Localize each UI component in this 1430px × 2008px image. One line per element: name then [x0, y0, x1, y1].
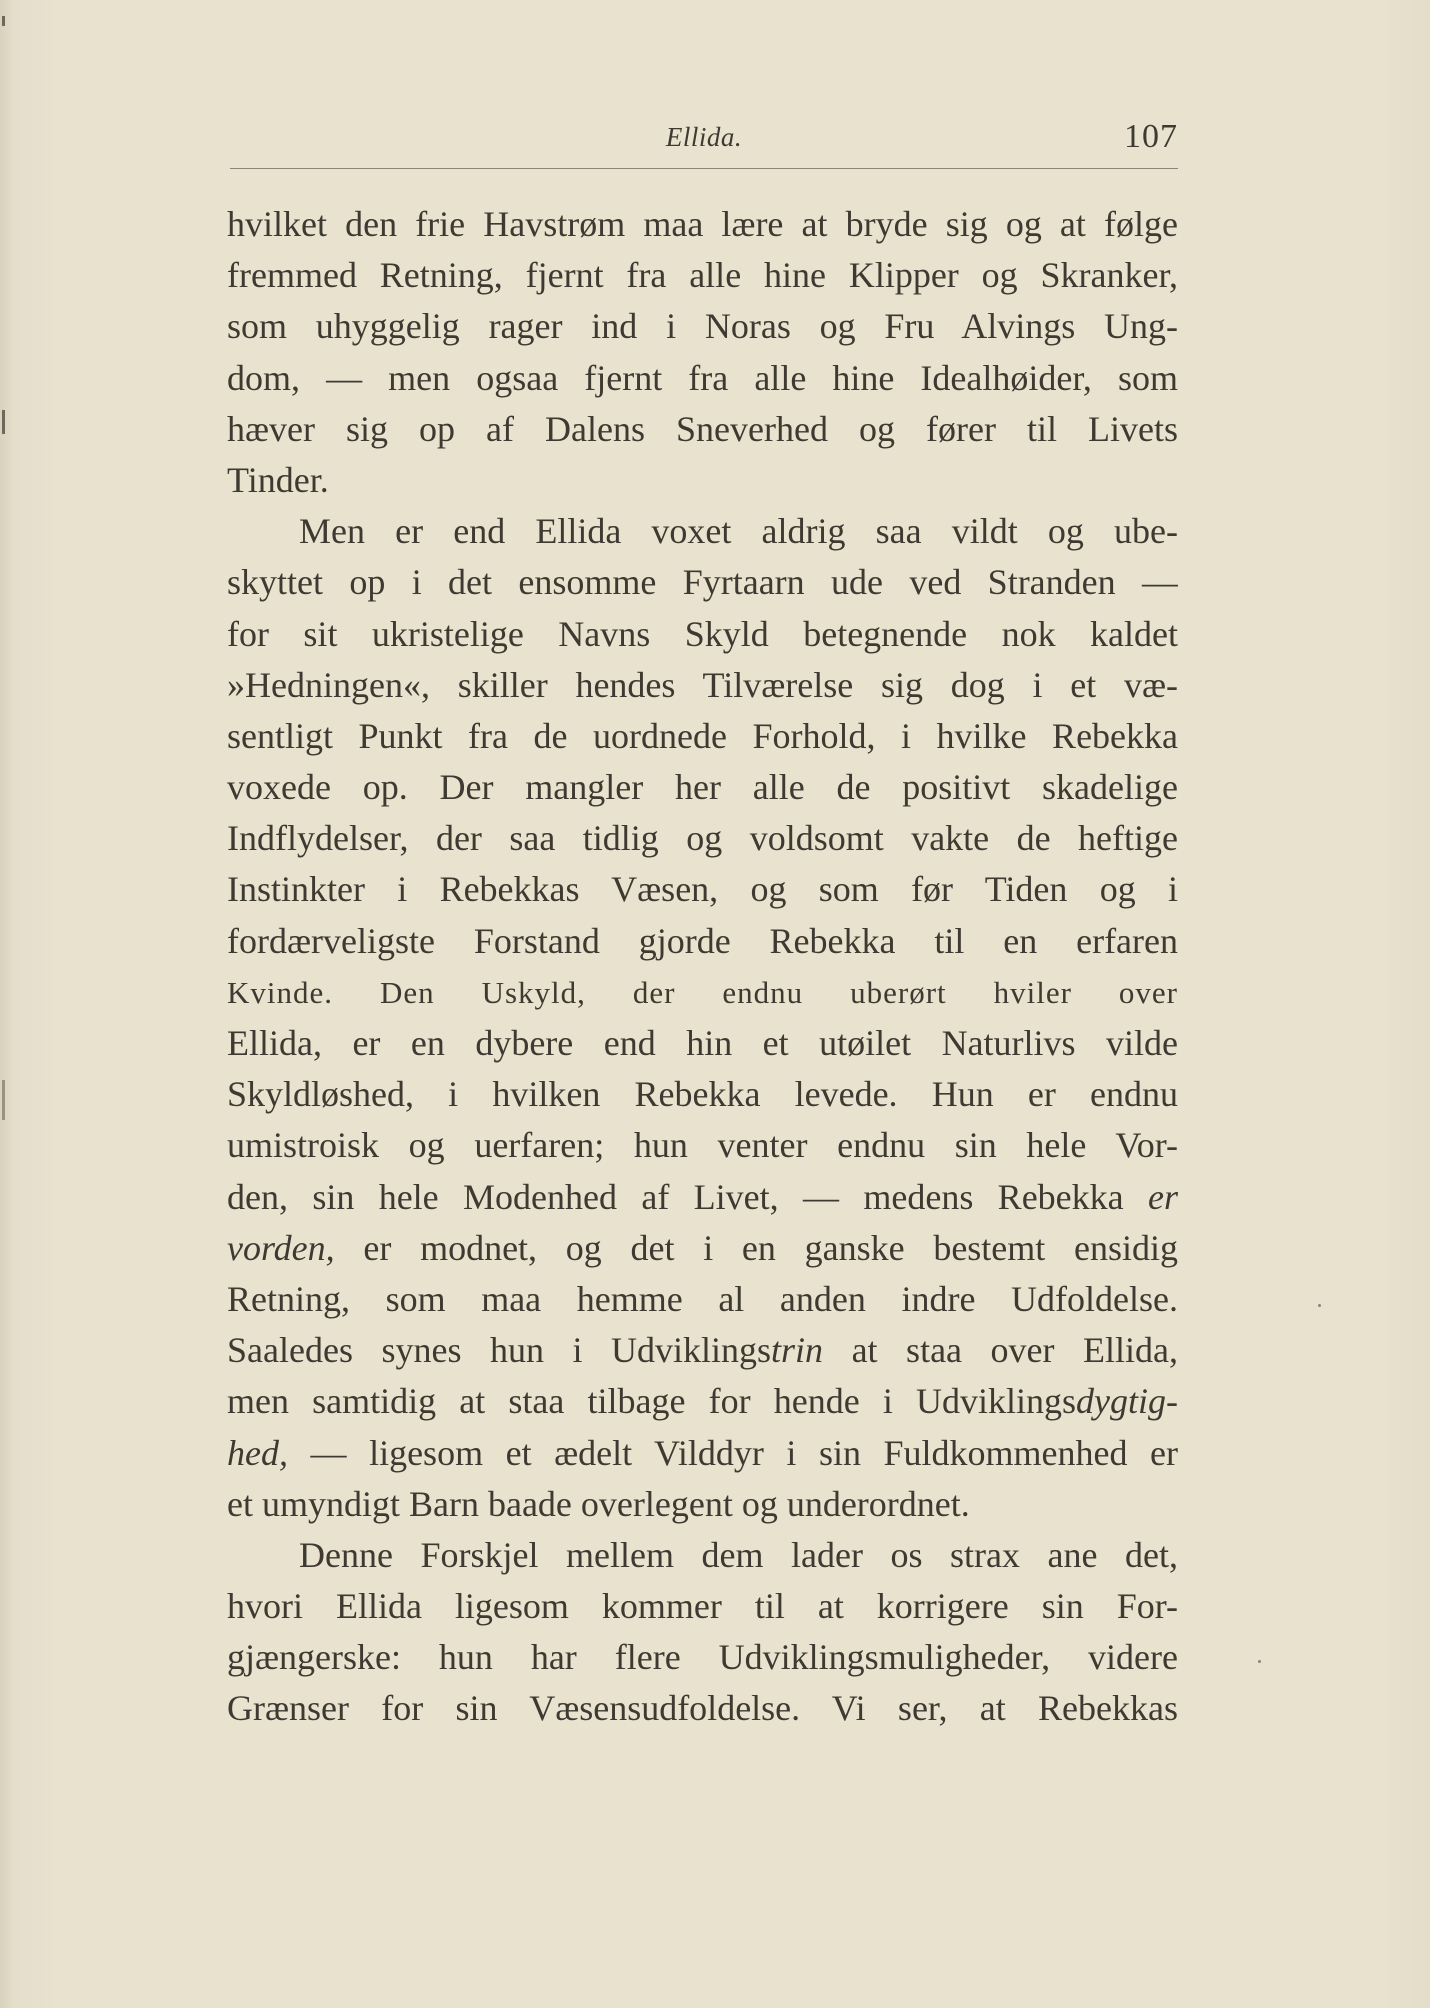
line-text: Men er end Ellida voxet aldrig saa vildt og ube- — [299, 511, 1178, 552]
text-line — [227, 1223, 1178, 1274]
line-text: skyttet op i det ensomme Fyrtaarn ude ved Stranden — — [227, 562, 1178, 603]
line-text: Grænser for sin Væsensudfoldelse. Vi ser, at Rebekkas — [227, 1688, 1178, 1729]
paragraph-first-line — [227, 506, 1178, 557]
text-line — [227, 967, 1178, 1018]
line-text: sentligt Punkt fra de uordnede Forhold, i hvilke Rebekka — [227, 715, 1178, 756]
text-line — [227, 1172, 1178, 1223]
line-text: umistroisk og uerfaren; hun venter endnu sin hele Vor- — [227, 1125, 1178, 1166]
text-line — [227, 711, 1178, 762]
line-text: gjængerske: hun har flere Udviklingsmuligheder, videre — [227, 1637, 1178, 1678]
line-text: den, sin hele Modenhed af Livet, — medens Rebekka — [227, 1176, 1124, 1217]
line-text: Saaledes synes hun i Udviklings — [227, 1330, 772, 1371]
text-line — [227, 1428, 1178, 1479]
page-number: 107 — [1124, 118, 1178, 155]
line-text: hvilket den frie Havstrøm maa lære at bryde sig og at følge — [227, 204, 1178, 244]
line-text: hvori Ellida ligesom kommer til at korrigere sin For- — [227, 1586, 1178, 1627]
text-line — [227, 1120, 1178, 1171]
line-text: er modnet, og det i en ganske bestemt ensidig — [363, 1227, 1178, 1268]
italic-emphasis: trin — [771, 1330, 824, 1371]
text-line — [227, 1274, 1178, 1325]
text-line — [227, 404, 1178, 455]
text-line — [227, 455, 1178, 506]
paper-speck — [1318, 1304, 1321, 1307]
text-line — [227, 557, 1178, 608]
line-text: voxede op. Der mangler her alle de positivt skadelige — [227, 767, 1178, 808]
text-line — [227, 1683, 1178, 1734]
italic-emphasis: dygtig- — [1076, 1381, 1178, 1422]
text-line — [227, 1479, 1178, 1530]
line-text: men samtidig at staa tilbage for hende i Udviklings — [227, 1381, 1077, 1422]
text-line — [227, 250, 1178, 301]
text-line — [227, 864, 1178, 915]
line-text: Tinder. — [227, 459, 329, 500]
line-text: som uhyggelig rager ind i Noras og Fru Alvings Ung- — [227, 306, 1178, 347]
text-line — [227, 813, 1178, 864]
text-line — [227, 1018, 1178, 1069]
line-text: Retning, som maa hemme al anden indre Udfoldelse. — [227, 1278, 1178, 1319]
italic-emphasis: vorden, — [227, 1227, 335, 1268]
line-text: fordærveligste Forstand gjorde Rebekka til en erfaren — [227, 920, 1178, 961]
text-line — [227, 660, 1178, 711]
line-text: Skyldløshed, i hvilken Rebekka levede. Hun er endnu — [227, 1074, 1178, 1115]
text-line — [227, 1632, 1178, 1683]
text-line — [227, 199, 1178, 250]
running-title: Ellida. — [665, 122, 743, 152]
line-text: et umyndigt Barn baade overlegent og underordnet. — [227, 1483, 970, 1524]
line-text: Instinkter i Rebekkas Væsen, og som før Tiden og i — [227, 869, 1178, 910]
body-text — [227, 199, 1178, 1735]
paper-speck — [1258, 1660, 1261, 1663]
text-line — [227, 609, 1178, 660]
line-text: hæver sig op af Dalens Sneverhed og fører til Livets — [227, 408, 1178, 449]
text-line — [227, 1581, 1178, 1632]
line-text: — ligesom et ædelt Vilddyr i sin Fuldkommenhed er — [310, 1432, 1178, 1473]
running-header — [230, 118, 1178, 169]
line-text: Ellida, er en dybere end hin et utøilet Naturlivs vilde — [227, 1023, 1178, 1063]
paragraph-first-line — [227, 1530, 1178, 1581]
italic-emphasis: er — [1148, 1176, 1178, 1217]
line-text: at staa over Ellida, — [851, 1330, 1178, 1371]
text-line — [227, 762, 1178, 813]
italic-emphasis: hed, — [227, 1432, 288, 1473]
line-text: »Hedningen«, skiller hendes Tilværelse sig dog i et væ- — [227, 664, 1178, 705]
binding-edge-mark — [2, 410, 5, 434]
text-line — [227, 916, 1178, 967]
text-line — [227, 1069, 1178, 1120]
text-line — [227, 1325, 1178, 1376]
line-text: Indflydelser, der saa tidlig og voldsomt vakte de heftige — [227, 818, 1178, 859]
text-line — [227, 301, 1178, 352]
line-text: Kvinde. Den Uskyld, der endnu uberørt hviler over — [227, 974, 1178, 1010]
binding-edge-mark — [2, 16, 5, 26]
text-line — [227, 1376, 1178, 1427]
text-line — [227, 353, 1178, 404]
line-text: for sit ukristelige Navns Skyld betegnende nok kaldet — [227, 613, 1178, 654]
binding-edge-mark — [2, 1080, 5, 1120]
line-text: Denne Forskjel mellem dem lader os strax ane det, — [299, 1534, 1178, 1575]
line-text: fremmed Retning, fjernt fra alle hine Klipper og Skranker, — [227, 255, 1178, 296]
line-text: dom, — men ogsaa fjernt fra alle hine Idealhøider, som — [227, 357, 1178, 398]
